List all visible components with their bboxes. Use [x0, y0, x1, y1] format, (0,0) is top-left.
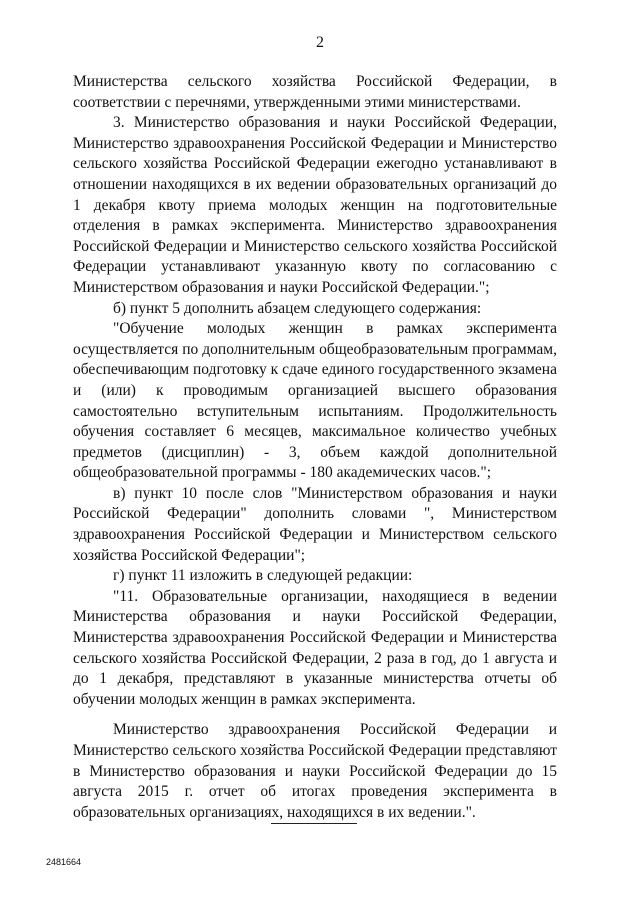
paragraph-continuation: Министерства сельского хозяйства Российской Федерации, в соответствии с перечнями, утвержденными этими министерствами.	[73, 73, 557, 111]
paragraph-subitem-b: б) пункт 5 дополнить абзацем следующего содержания:	[113, 299, 482, 317]
paragraph-quote-training: "Обучение молодых женщин в рамках эксперимента осуществляется по дополнительным общеобразовательным программам, обеспечивающим подготовку к сдаче единого государственного экзамена и (или) к проводимым организацией высшего образования самостоятельно вступительным испытаниям. Продолжительность обучения составляет 6 месяцев, максимальное количество учебных предметов (дисциплин) - 3, объем каждой дополнительной общеобразовательной программы - 180 академических часов.";	[73, 320, 557, 482]
page-number: 2	[316, 34, 324, 51]
separator-line	[271, 823, 357, 824]
paragraph-item-3: 3. Министерство образования и науки Российской Федерации, Министерство здравоохранения Российской Федерации и Министерство сельского хозяйства Российской Федерации ежегодно устанавливают в отношении находящихся в их ведении образовательных организаций до 1 декабря квоту приема молодых женщин на подготовительные отделения в рамках эксперимента. Министерство здравоохранения Российской Федерации и Министерство сельского хозяйства Российской Федерации устанавливают указанную квоту по согласованию с Министерством образования и науки Российской Федерации.";	[73, 114, 557, 296]
paragraph-item-11: "11. Образовательные организации, находящиеся в ведении Министерства образования и науки Российской Федерации, Министерства здравоохранения Российской Федерации и Министерства сельского хозяйства Российской Федерации, 2 раза в год, до 1 августа и до 1 декабря, представляют в указанные министерства отчеты об обучении молодых женщин в рамках эксперимента.	[73, 587, 557, 708]
paragraph-final: Министерство здравоохранения Российской Федерации и Министерство сельского хозяйства Российской Федерации представляют в Министерство образования и науки Российской Федерации до 15 августа 2015 г. отчет об итогах проведения эксперимента в образовательных организациях, находящихся в их ведении.".	[73, 721, 557, 821]
paragraph-subitem-g: г) пункт 11 изложить в следующей редакции:	[113, 567, 413, 585]
document-body	[73, 72, 557, 823]
document-code: 2481664	[46, 857, 82, 867]
paragraph-subitem-v: в) пункт 10 после слов "Министерством образования и науки Российской Федерации" дополнить словами ", Министерством здравоохранения Российской Федерации и Министерством сельского хозяйства Российской Федерации";	[73, 484, 557, 564]
